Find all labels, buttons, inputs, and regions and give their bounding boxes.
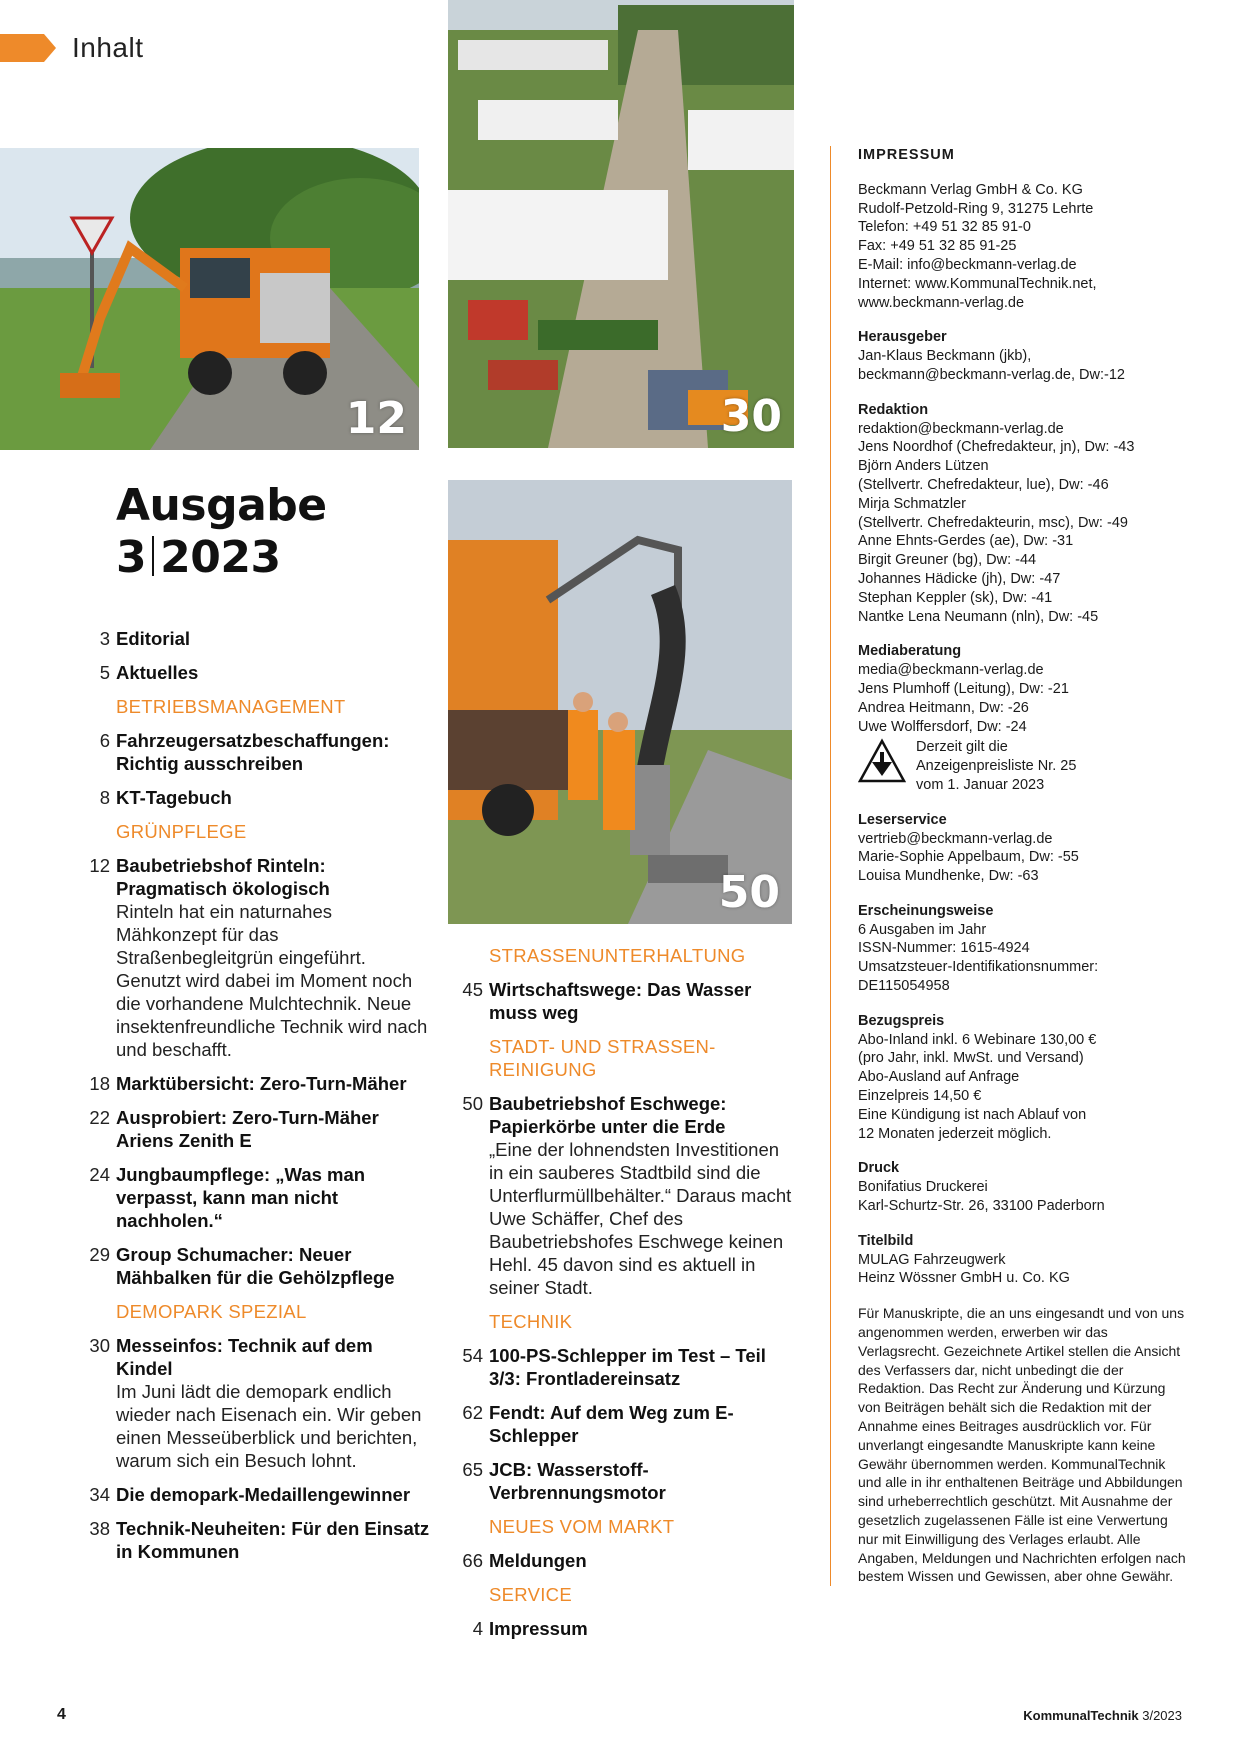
toc-entry[interactable] (82, 1072, 432, 1095)
toc-title: Technik-Neuheiten: Für den Einsatz in Kommunen (116, 1518, 430, 1562)
photo-vacuum-truck (448, 480, 792, 924)
ivw-warning-triangle-icon (858, 738, 906, 784)
toc-page-number: 4 (472, 1618, 483, 1639)
toc-left-column (82, 627, 432, 1574)
toc-title: Fendt: Auf dem Weg zum E-Schlepper (489, 1402, 734, 1446)
media-email-link[interactable]: media@beckmann-verlag.de (858, 662, 1044, 679)
toc-title: JCB: Wasserstoff-Verbrennungsmotor (489, 1459, 666, 1503)
toc-entry[interactable] (455, 1549, 795, 1572)
issue-separator (152, 536, 154, 576)
mediaberatung-block: Mediaberatung media@beckmann-verlag.de Jens Plumhoff (Leitung), Dw: -21 Andrea Heitmann, Dw: -26 Uwe Wolffersdorf, Dw: -24 Derzeit gilt die Anzeigenpreisliste Nr. 25 vom 1. Januar 2023 (858, 642, 1190, 794)
publisher-block: Beckmann Verlag GmbH & Co. KG Rudolf-Petzold-Ring 9, 31275 Lehrte Telefon: +49 51 32 85 91-0 Fax: +49 51 32 85 91-25 E-Mail: info@beckmann-verlag.de Internet: www.KommunalTechnik.net, www.beckmann-verlag.de (858, 181, 1190, 313)
herausgeber-block: Herausgeber Jan-Klaus Beckmann (jkb), beckmann@beckmann-verlag.de, Dw:-12 (858, 329, 1125, 383)
toc-page-number: 22 (89, 1107, 110, 1128)
toc-page-number: 66 (462, 1550, 483, 1571)
toc-entry[interactable] (82, 1334, 432, 1472)
toc-title: Meldungen (489, 1550, 587, 1571)
toc-title: KT-Tagebuch (116, 787, 232, 808)
redaktion-block: Redaktion redaktion@beckmann-verlag.de Jens Noordhof (Chefredakteur, jn), Dw: -43 Björn Anders Lützen (Stellvertr. Chefredakteur, lue), Dw: -46 Mirja Schmatzler (Stellvertr. Chefredakteurin, msc), Dw: -49 Anne Ehnts-Gerdes (ae), Dw: -31 Birgit Greuner (bg), Dw: -44 Johannes Hädicke (jh), Dw: -47 Stephan Keppler (sk), Dw: -41 Nantke Lena Neumann (nln), Dw: -45 (858, 401, 1190, 627)
erscheinungsweise-block: Erscheinungsweise 6 Ausgaben im Jahr ISSN-Nummer: 1615-4924 Umsatzsteuer-Identifikationsnummer: DE115054958 (858, 902, 1099, 995)
section-tab-marker (0, 34, 56, 62)
publisher-email-link[interactable]: E-Mail: info@beckmann-verlag.de (858, 256, 1077, 273)
toc-entry[interactable] (82, 729, 432, 775)
druck-block: Druck Bonifatius Druckerei Karl-Schurtz-Str. 26, 33100 Paderborn (858, 1160, 1105, 1215)
toc-title: Messeinfos: Technik auf dem Kindel (116, 1335, 373, 1379)
toc-title: 100-PS-Schlepper im Test – Teil 3/3: Frontladereinsatz (489, 1345, 766, 1389)
toc-category: STRASSENUNTERHALTUNG (489, 945, 746, 966)
toc-entry[interactable] (82, 1163, 432, 1232)
fair-illustration (448, 0, 794, 448)
footer-page-number: 4 (57, 1706, 66, 1723)
photo-demopark-fair (448, 0, 794, 448)
toc-page-number: 6 (99, 730, 110, 751)
toc-entry[interactable] (82, 1243, 432, 1289)
toc-entry[interactable] (82, 627, 432, 650)
toc-title: Wirtschaftswege: Das Wasser muss weg (489, 979, 752, 1023)
toc-page-number: 45 (462, 979, 483, 1000)
toc-title: Marktübersicht: Zero-Turn-Mäher (116, 1073, 407, 1094)
footer-issue: 3/2023 (1142, 1708, 1182, 1723)
toc-description: „Eine der lohnendsten Investitionen in ein sauberes Stadtbild sind die Unterflurmüllbehälter.“ Daraus macht Uwe Schäffer, Chef des Baubetriebshofes Eschwege keinen Hehl. 45 davon sind es aktuell in seiner Stadt. (489, 1139, 792, 1298)
toc-category: SERVICE (489, 1584, 572, 1605)
issue-heading (116, 480, 327, 584)
toc-page-number: 62 (462, 1402, 483, 1423)
toc-category: DEMOPARK SPEZIAL (116, 1301, 307, 1322)
toc-page-number: 50 (462, 1093, 483, 1114)
toc-category: NEUES VOM MARKT (489, 1516, 675, 1537)
toc-title: Editorial (116, 628, 191, 649)
section-title: Inhalt (72, 32, 144, 63)
toc-entry[interactable] (82, 854, 432, 1061)
impressum-heading: IMPRESSUM (858, 147, 955, 163)
publisher-website-link-2[interactable]: www.beckmann-verlag.de (858, 294, 1025, 311)
toc-title: Ausprobiert: Zero-Turn-Mäher Ariens Zenith E (116, 1107, 379, 1151)
toc-category: BETRIEBSMANAGEMENT (116, 696, 346, 717)
photo-page-number-50: 50 (718, 867, 780, 918)
toc-page-number: 8 (99, 787, 110, 808)
toc-description: Rinteln hat ein naturnahes Mähkonzept für das Straßenbegleitgrün eingeführt. Genutzt wird dabei im Moment noch die vorhandene Mulchtechnik. Neue insektenfreundliche Technik wird nach und beschafft. (116, 901, 428, 1060)
issue-number-year: 3 2023 (116, 532, 281, 583)
toc-entry[interactable] (82, 1517, 432, 1563)
toc-title: Die demopark-Medaillengewinner (116, 1484, 411, 1505)
toc-page-number: 38 (89, 1518, 110, 1539)
toc-entry[interactable] (455, 1344, 795, 1390)
toc-title: Baubetriebshof Eschwege: Papierkörbe unter die Erde (489, 1093, 727, 1137)
vacuum-illustration (448, 480, 792, 924)
toc-page-number: 29 (89, 1244, 110, 1265)
footer-magazine (1023, 1708, 1182, 1723)
bezugspreis-block: Bezugspreis Abo-Inland inkl. 6 Webinare 130,00 € (pro Jahr, inkl. MwSt. und Versand) Abo-Ausland auf Anfrage Einzelpreis 14,50 € Eine Kündigung ist nach Ablauf von 12 Monaten jederzeit möglich. (858, 1012, 1097, 1142)
publisher-website-link[interactable]: Internet: www.KommunalTechnik.net, (858, 275, 1097, 292)
redaktion-email-link[interactable]: redaktion@beckmann-verlag.de (858, 420, 1064, 437)
footer-magazine-name: KommunalTechnik (1023, 1708, 1139, 1723)
price-list-notice: Derzeit gilt die Anzeigenpreisliste Nr. 25 vom 1. Januar 2023 (858, 738, 1190, 794)
toc-middle-column (455, 944, 795, 1651)
toc-entry[interactable] (455, 1092, 795, 1299)
toc-entry[interactable] (82, 786, 432, 809)
impressum-box (830, 146, 1190, 1586)
toc-title: Group Schumacher: Neuer Mähbalken für die Gehölzpflege (116, 1244, 395, 1288)
leserservice-block: Leserservice vertrieb@beckmann-verlag.de Marie-Sophie Appelbaum, Dw: -55 Louisa Mundhenke, Dw: -63 (858, 811, 1190, 886)
toc-page-number: 65 (462, 1459, 483, 1480)
toc-title: Jungbaumpflege: „Was man verpasst, kann man nicht nachholen.“ (116, 1164, 366, 1231)
vertrieb-email-link[interactable]: vertrieb@beckmann-verlag.de (858, 830, 1053, 847)
toc-title: Aktuelles (116, 662, 199, 683)
toc-page-number: 34 (89, 1484, 110, 1505)
photo-page-number-12: 12 (345, 393, 407, 444)
toc-category: STADT- UND STRASSEN-REINIGUNG (489, 1036, 716, 1080)
toc-category: GRÜNPFLEGE (116, 821, 247, 842)
toc-description: Im Juni lädt die demopark endlich wieder nach Eisenach ein. Wir geben einen Messeüberblick und berichten, warum sich ein Besuch lohnt. (116, 1381, 422, 1471)
toc-page-number: 18 (89, 1073, 110, 1094)
toc-page-number: 24 (89, 1164, 110, 1185)
issue-title: Ausgabe (116, 480, 327, 531)
toc-entry[interactable] (82, 1106, 432, 1152)
toc-page-number: 5 (99, 662, 110, 683)
toc-page-number: 30 (89, 1335, 110, 1356)
toc-page-number: 54 (462, 1345, 483, 1366)
photo-mower-truck (0, 148, 419, 450)
toc-page-number: 3 (99, 628, 110, 649)
legal-notice: Für Manuskripte, die an uns eingesandt und von uns angenommen werden, erwerben wir das Verlagsrecht. Gezeichnete Artikel stellen die Ansicht des Verfassers dar, nicht unbedingt die der Redaktion. Das Recht zur Änderung und Kürzung von Beiträgen behält sich die Redaktion mit der Annahme eines Beitrages ausdrücklich vor. Für unverlangt eingesandte Manuskripte kann keine Gewähr übernommen werden. KommunalTechnik und alle in ihr enthaltenen Beiträge und Abbildungen sind urheberrechtlich geschützt. Mit Ausnahme der gesetzlich zugelassenen Fälle ist eine Verwertung nur mit Einwilligung des Verlages erlaubt. Alle Angaben, Meldungen und Nachrichten erfolgen nach bestem Wissen und Gewissen, aber ohne Gewähr. (858, 1305, 1186, 1585)
photo-page-number-30: 30 (720, 391, 782, 442)
toc-entry[interactable] (455, 1458, 795, 1504)
toc-entry[interactable] (82, 661, 432, 684)
toc-entry[interactable] (82, 1483, 432, 1506)
toc-entry[interactable] (455, 1617, 795, 1640)
toc-title: Fahrzeugersatzbeschaffungen: Richtig ausschreiben (116, 730, 390, 774)
titelbild-block: Titelbild MULAG Fahrzeugwerk Heinz Wössner GmbH u. Co. KG (858, 1232, 1070, 1287)
toc-page-number: 12 (89, 855, 110, 876)
toc-category: TECHNIK (489, 1311, 573, 1332)
toc-title: Impressum (489, 1618, 588, 1639)
toc-entry[interactable] (455, 1401, 795, 1447)
toc-entry[interactable] (455, 978, 795, 1024)
toc-title: Baubetriebshof Rinteln: Pragmatisch ökologisch (116, 855, 330, 899)
